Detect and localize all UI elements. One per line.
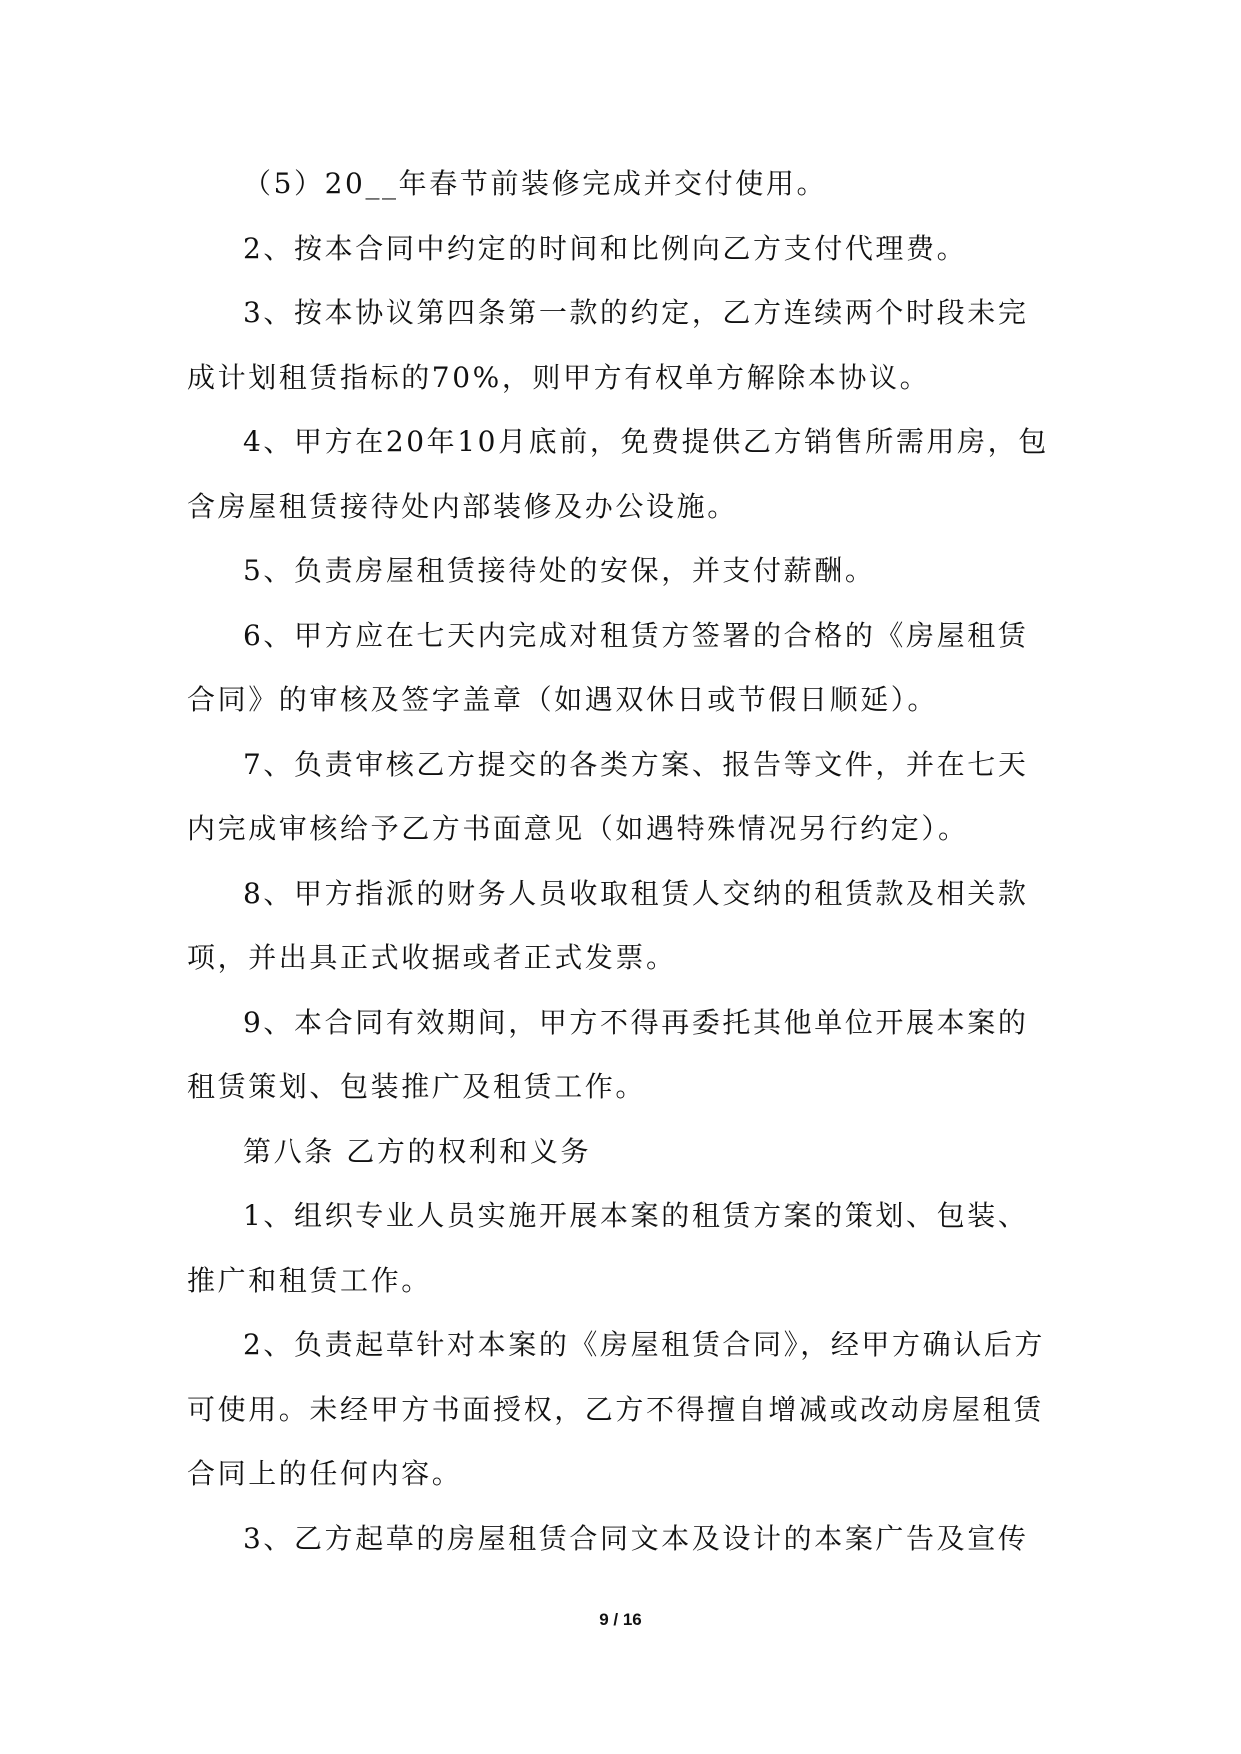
paragraph-9: 9、本合同有效期间，甲方不得再委托其他单位开展本案的租赁策划、包装推广及租赁工作。 [187, 1005, 1029, 1103]
paragraph-13: 3、乙方起草的房屋租赁合同文本及设计的本案广告及宣传 [243, 1521, 1029, 1555]
paragraph-11: 1、组织专业人员实施开展本案的租赁方案的策划、包装、推广和租赁工作。 [187, 1199, 1029, 1297]
paragraph-1: （5）20__年春节前装修完成并交付使用。 [243, 167, 828, 200]
paragraph-5: 5、负责房屋租赁接待处的安保，并支付薪酬。 [243, 554, 876, 587]
paragraph-3: 3、按本协议第四条第一款的约定，乙方连续两个时段未完成计划租赁指标的70%，则甲方有权单方解除本协议。 [187, 296, 1029, 394]
page-number: 9 / 16 [599, 1610, 642, 1629]
paragraph-4: 4、甲方在20年10月底前，免费提供乙方销售所需用房，包含房屋租赁接待处内部装修及办公设施。 [187, 425, 1049, 523]
document-body [187, 152, 1053, 1571]
paragraph-7: 7、负责审核乙方提交的各类方案、报告等文件，并在七天内完成审核给予乙方书面意见（如遇特殊情况另行约定）。 [187, 747, 1029, 845]
paragraph-2: 2、按本合同中约定的时间和比例向乙方支付代理费。 [243, 231, 968, 265]
paragraph-12: 2、负责起草针对本案的《房屋租赁合同》，经甲方确认后方可使用。未经甲方书面授权，乙方不得擅自增减或改动房屋租赁合同上的任何内容。 [187, 1328, 1046, 1490]
paragraph-6: 6、甲方应在七天内完成对租赁方签署的合格的《房屋租赁合同》的审核及签字盖章（如遇双休日或节假日顺延）。 [187, 618, 1029, 716]
paragraph-8: 8、甲方指派的财务人员收取租赁人交纳的租赁款及相关款项，并出具正式收据或者正式发票。 [187, 876, 1029, 974]
section-heading: 第八条 乙方的权利和义务 [243, 1134, 592, 1168]
